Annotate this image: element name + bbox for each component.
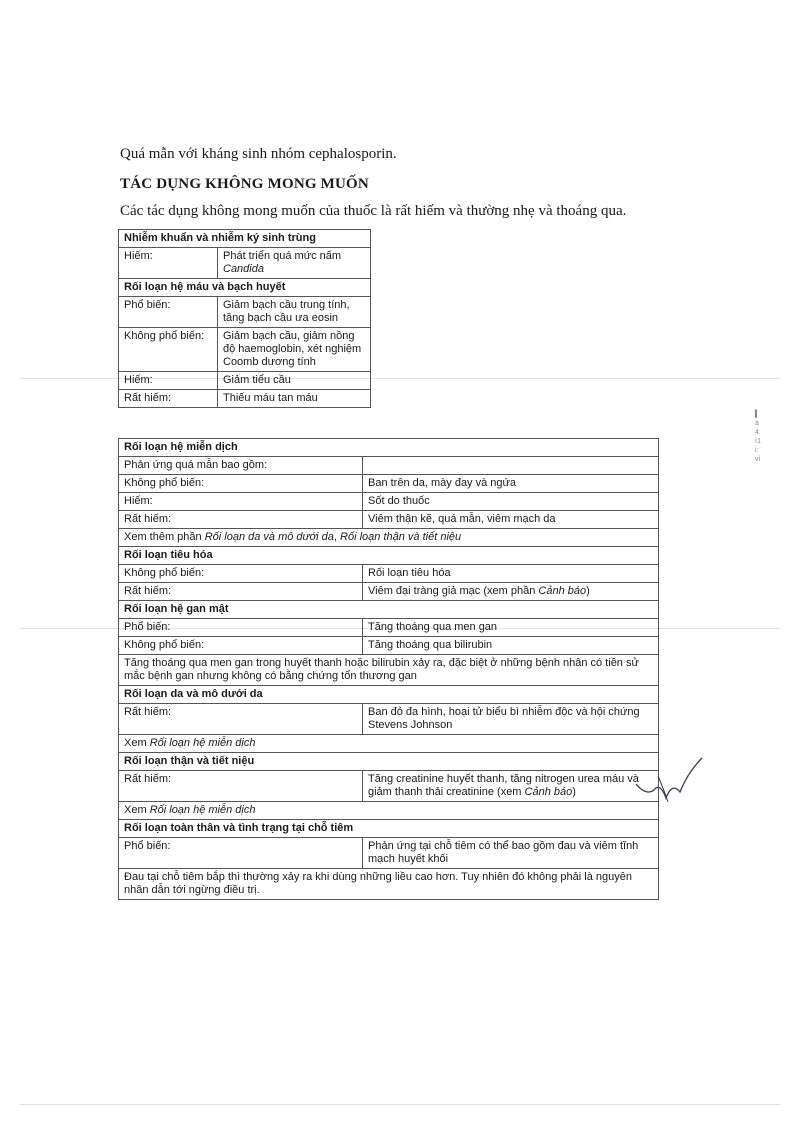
- frequency-label: Không phổ biến:: [119, 475, 363, 493]
- effect-value: [218, 248, 371, 279]
- effect-value: [363, 771, 659, 802]
- effect-value-empty: [363, 457, 659, 475]
- effect-italic: Candida: [223, 263, 264, 275]
- effect-text: Phát triển quá mức nấm: [223, 250, 342, 262]
- frequency-label: Phổ biến:: [119, 838, 363, 869]
- table-row: [119, 802, 659, 820]
- cross-reference-note: [119, 735, 659, 753]
- table-row: [119, 457, 659, 475]
- frequency-label: Hiếm:: [119, 493, 363, 511]
- table-row: [119, 704, 659, 735]
- effect-value: Giảm bạch cầu, giảm nồng độ haemoglobin, xét nghiệm Coomb dương tính: [218, 328, 371, 372]
- table-row: [119, 820, 659, 838]
- note-text: Xem: [124, 804, 150, 816]
- handwritten-signature-mark: [628, 752, 708, 812]
- explanatory-note: Tăng thoáng qua men gan trong huyết thanh hoặc bilirubin xảy ra, đặc biệt ở những bệnh nhân có tiền sử mắc bệnh gan nhưng không có bằng chứng tổn thương gan: [119, 655, 659, 686]
- table-row: [119, 439, 659, 457]
- category-header: Rối loạn hệ gan mật: [119, 601, 659, 619]
- table-row: [119, 297, 371, 328]
- effect-value: Giảm bạch cầu trung tính, tăng bạch cầu ưa eosin: [218, 297, 371, 328]
- cross-reference-note: [119, 802, 659, 820]
- table-row: [119, 372, 371, 390]
- adverse-effects-table-1: [118, 229, 371, 408]
- category-header: Rối loạn da và mô dưới da: [119, 686, 659, 704]
- category-header: Rối loạn hệ miễn dịch: [119, 439, 659, 457]
- note-text: Xem: [124, 737, 150, 749]
- table-row: [119, 771, 659, 802]
- table-row: [119, 230, 371, 248]
- frequency-label: Không phổ biến:: [119, 565, 363, 583]
- table-row: [119, 583, 659, 601]
- frequency-label: Rất hiếm:: [119, 704, 363, 735]
- frequency-label: Rất hiếm:: [119, 511, 363, 529]
- effect-value: Ban trên da, mày đay và ngứa: [363, 475, 659, 493]
- effect-value: Giảm tiểu cầu: [218, 372, 371, 390]
- effect-value: [363, 583, 659, 601]
- table-row: [119, 655, 659, 686]
- cross-reference-note: [119, 529, 659, 547]
- effect-text: ): [572, 786, 576, 798]
- effect-value: Tăng thoáng qua men gan: [363, 619, 659, 637]
- table-row: [119, 390, 371, 408]
- note-text: ,: [333, 531, 341, 543]
- effect-value: Sốt do thuốc: [363, 493, 659, 511]
- table-row: [119, 565, 659, 583]
- reference-link: Rối loạn thận và tiết niệu: [340, 531, 462, 543]
- frequency-label: Hiếm:: [119, 248, 218, 279]
- effect-value: Phản ứng tại chỗ tiêm có thể bao gồm đau và viêm tĩnh mạch huyết khối: [363, 838, 659, 869]
- effect-value: Tăng thoáng qua bilirubin: [363, 637, 659, 655]
- category-header: Rối loạn tiêu hóa: [119, 547, 659, 565]
- table-row: [119, 753, 659, 771]
- reference-link: Cảnh báo: [538, 585, 587, 597]
- effect-value: Viêm thận kẽ, quá mẫn, viêm mạch da: [363, 511, 659, 529]
- table-row: [119, 686, 659, 704]
- table-row: [119, 529, 659, 547]
- table-row: [119, 637, 659, 655]
- table-row: [119, 619, 659, 637]
- row-intro: Phản ứng quá mẫn bao gồm:: [119, 457, 363, 475]
- effect-value: Thiếu máu tan máu: [218, 390, 371, 408]
- section-lead: Các tác dụng không mong muốn của thuốc là rất hiếm và thường nhẹ và thoáng qua.: [120, 203, 627, 219]
- reference-link: Rối loạn hệ miễn dịch: [149, 737, 256, 749]
- table-row: [119, 279, 371, 297]
- explanatory-note: Đau tại chỗ tiêm bắp thì thường xảy ra khi dùng những liều cao hơn. Tuy nhiên đó không phải là nguyên nhân dẫn tới ngừng điều trị.: [119, 869, 659, 900]
- effect-text: ): [586, 585, 590, 597]
- frequency-label: Rất hiếm:: [119, 771, 363, 802]
- table-row: [119, 511, 659, 529]
- frequency-label: Rất hiếm:: [119, 583, 363, 601]
- reference-link: Rối loạn hệ miễn dịch: [149, 804, 256, 816]
- category-header: Rối loạn toàn thân và tình trạng tại chỗ tiêm: [119, 820, 659, 838]
- table-row: [119, 248, 371, 279]
- table-row: [119, 838, 659, 869]
- effect-text: Viêm đại tràng giả mạc (xem phần: [368, 585, 539, 597]
- table-row: [119, 328, 371, 372]
- reference-link: Rối loạn da và mô dưới da: [204, 531, 334, 543]
- scan-line-bottom: [20, 1104, 780, 1105]
- category-header: Nhiễm khuẩn và nhiễm ký sinh trùng: [119, 230, 371, 248]
- frequency-label: Phổ biến:: [119, 619, 363, 637]
- contraindication-text: Quá mẫn với kháng sinh nhóm cephalosporin.: [120, 146, 397, 162]
- section-heading: TÁC DỤNG KHÔNG MONG MUỐN: [120, 176, 369, 192]
- effect-value: Rối loạn tiêu hóa: [363, 565, 659, 583]
- frequency-label: Rất hiếm:: [119, 390, 218, 408]
- reference-link: Cảnh báo: [524, 786, 573, 798]
- frequency-label: Phổ biến:: [119, 297, 218, 328]
- category-header: Rối loạn hệ máu và bạch huyết: [119, 279, 371, 297]
- frequency-label: Hiếm:: [119, 372, 218, 390]
- category-header: Rối loạn thận và tiết niệu: [119, 753, 659, 771]
- table-row: [119, 869, 659, 900]
- note-text: Xem thêm phần: [124, 531, 205, 543]
- table-row: [119, 601, 659, 619]
- table-row: [119, 547, 659, 565]
- frequency-label: Không phổ biến:: [119, 328, 218, 372]
- adverse-effects-table-2: [118, 438, 659, 900]
- table-row: [119, 475, 659, 493]
- scan-edge-marks: ▍ a 4. ì1 i: vi: [755, 411, 761, 463]
- effect-text: Tăng creatinine huyết thanh, tăng nitrogen urea máu và giảm thanh thải creatinine (xem: [368, 773, 639, 798]
- effect-value: Ban đỏ đa hình, hoại tử biểu bì nhiễm độc và hội chứng Stevens Johnson: [363, 704, 659, 735]
- frequency-label: Không phổ biến:: [119, 637, 363, 655]
- table-row: [119, 493, 659, 511]
- table-row: [119, 735, 659, 753]
